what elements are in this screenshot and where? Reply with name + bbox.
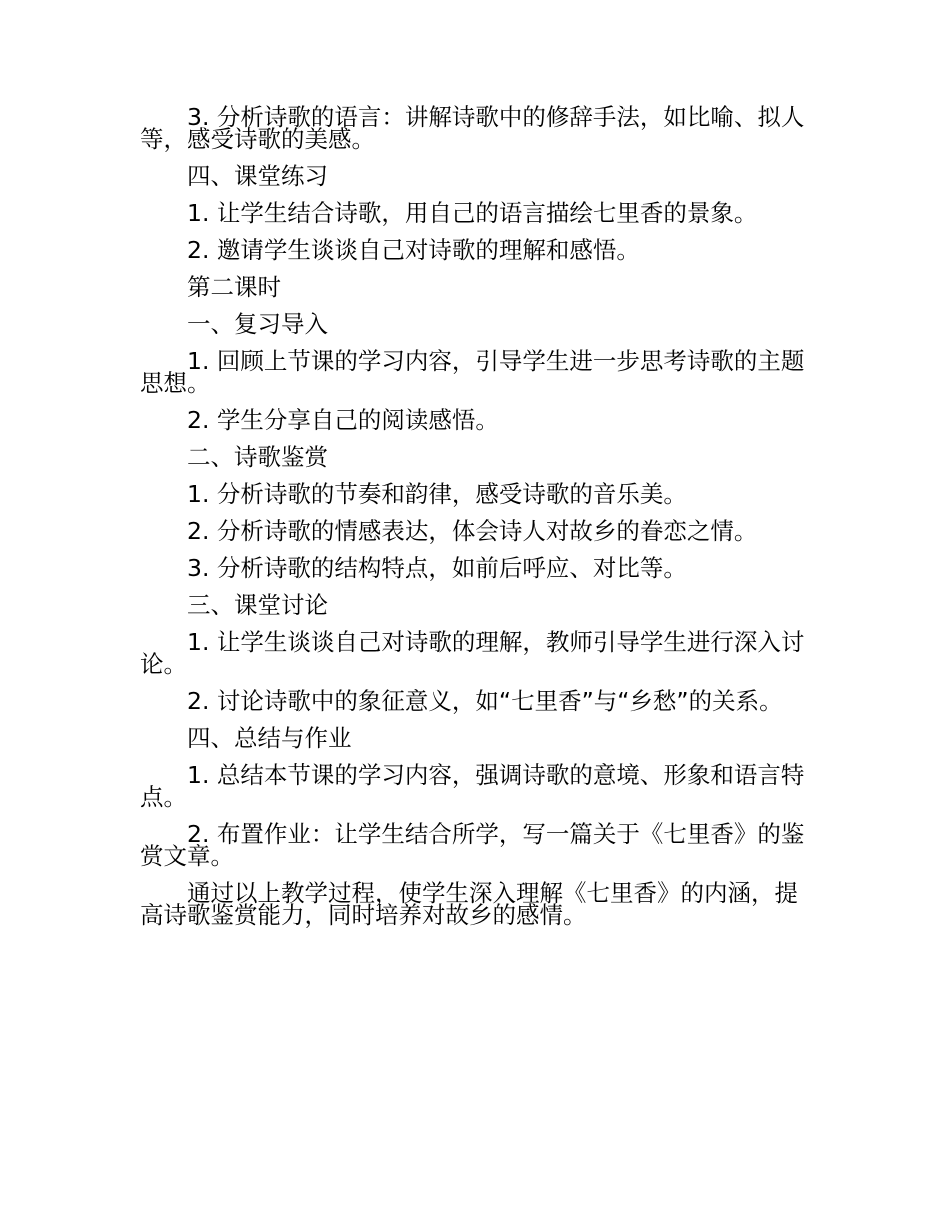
paragraph-language-analysis: 3. 分析诗歌的语言：讲解诗歌中的修辞手法，如比喻、拟人等，感受诗歌的美感。 (140, 103, 805, 153)
paragraph-conclusion: 通过以上教学过程，使学生深入理解《七里香》的内涵，提高诗歌鉴赏能力，同时培养对故乡的感情。 (140, 879, 798, 929)
paragraph-practice-2: 2. 邀请学生谈谈自己对诗歌的理解和感悟。 (187, 236, 640, 264)
document-body (140, 103, 812, 941)
paragraph-appreciation-3: 3. 分析诗歌的结构特点，如前后呼应、对比等。 (187, 554, 687, 582)
paragraph-review-2: 2. 学生分享自己的阅读感悟。 (187, 406, 499, 434)
heading-summary-homework: 四、总结与作业 (187, 724, 352, 752)
heading-class-practice: 四、课堂练习 (187, 162, 328, 190)
paragraph-appreciation-1: 1. 分析诗歌的节奏和韵律，感受诗歌的音乐美。 (187, 480, 687, 508)
paragraph-appreciation-2: 2. 分析诗歌的情感表达，体会诗人对故乡的眷恋之情。 (187, 517, 758, 545)
paragraph-review-1: 1. 回顾上节课的学习内容，引导学生进一步思考诗歌的主题思想。 (140, 347, 805, 397)
paragraph-practice-1: 1. 让学生结合诗歌，用自己的语言描绘七里香的景象。 (187, 199, 758, 227)
paragraph-discussion-1: 1. 让学生谈谈自己对诗歌的理解，教师引导学生进行深入讨论。 (140, 628, 805, 678)
heading-class-discussion: 三、课堂讨论 (187, 591, 328, 619)
paragraph-discussion-2: 2. 讨论诗歌中的象征意义，如“七里香”与“乡愁”的关系。 (187, 687, 783, 715)
heading-review-intro: 一、复习导入 (187, 310, 328, 338)
heading-second-lesson: 第二课时 (187, 273, 281, 301)
paragraph-summary-1: 1. 总结本节课的学习内容，强调诗歌的意境、形象和语言特点。 (140, 761, 805, 811)
paragraph-homework-2: 2. 布置作业：让学生结合所学，写一篇关于《七里香》的鉴赏文章。 (140, 820, 805, 870)
heading-poetry-appreciation: 二、诗歌鉴赏 (187, 443, 328, 471)
